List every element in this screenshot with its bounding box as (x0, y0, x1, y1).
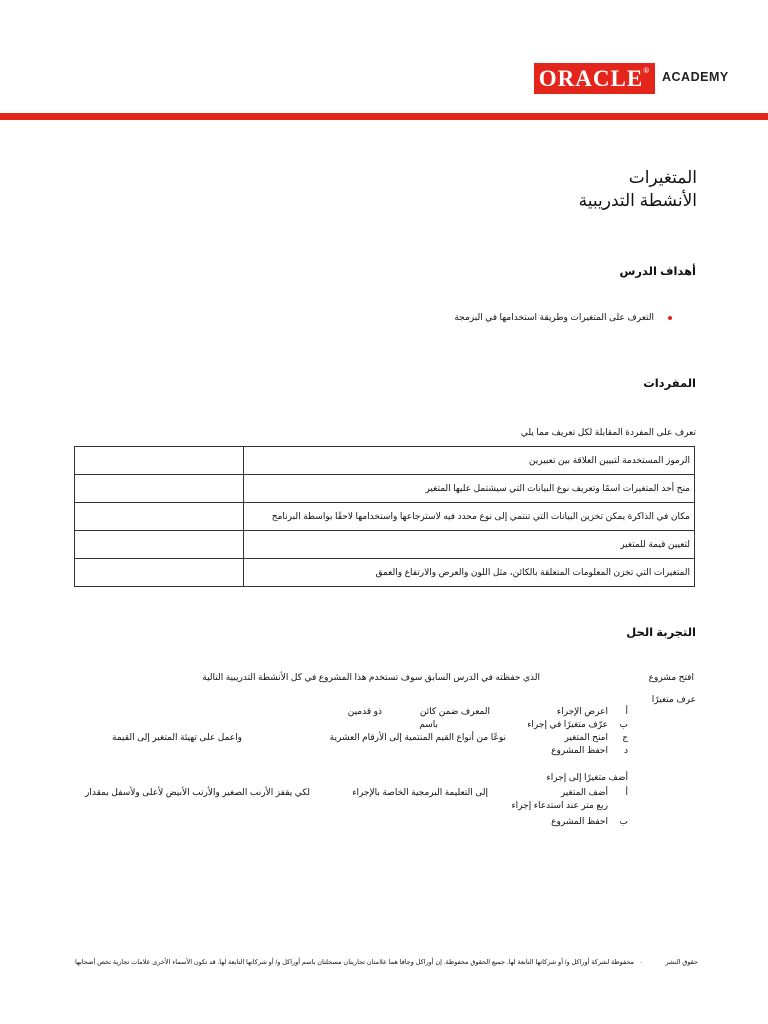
header-divider (0, 113, 768, 120)
step-detail: المعرف ضمن كائن (419, 706, 490, 716)
step-marker: ب (619, 719, 628, 729)
step-marker: ب (619, 816, 628, 826)
page-title: المتغيرات (628, 168, 697, 187)
step-detail: إلى التعليمة البرمجية الخاصة بالإجراء (352, 787, 488, 797)
step-detail-end: واعمل على تهيئة المتغير إلى القيمة (112, 732, 242, 742)
objective-item: التعرف على المتغيرات وطريقة استخدامها في البرمجة (454, 312, 654, 322)
page-subtitle: الأنشطة التدريبية (578, 191, 697, 210)
step-text: احفظ المشروع (551, 816, 608, 826)
step-marker: ج (622, 732, 628, 742)
step-detail: باسم (419, 719, 438, 729)
term-cell[interactable] (75, 559, 244, 587)
step-marker: أ (625, 706, 628, 716)
definition-cell: المتغيرات التي تخزن المعلومات المتعلقة بالكائن، مثل اللون والعرض والارتفاع والعمق (244, 559, 695, 587)
term-cell[interactable] (75, 503, 244, 531)
section1-title: عرف متغيرًا (651, 694, 696, 704)
practice-intro-open: افتح مشروع (648, 672, 694, 682)
step-marker: د (623, 745, 628, 755)
footer-text: محفوظة لشركة أوراكل و/ أو شركاتها التابعة لها. جميع الحقوق محفوظة. إن أوراكل وجافا هما علامتان تجاريتان مسجلتان باسم أوراكل و/ أو شركاتها التابعة لها. قد تكون الأسماء الأخرى علامات تجارية تخص أصحابها (75, 959, 634, 966)
table-row (75, 503, 695, 531)
step-continuation: ربع متر عند استدعاء إجراء (511, 800, 608, 810)
step-text: أضف المتغير (560, 787, 608, 797)
step-detail-end: ذو قدمين (347, 706, 382, 716)
vocabulary-table (74, 446, 695, 587)
definition-cell: منح أحد المتغيرات اسمًا وتعريف نوع البيانات التي سيشتمل عليها المتغير (244, 475, 695, 503)
bullet-icon (668, 316, 672, 320)
vocabulary-heading: المفردات (643, 378, 696, 390)
table-row (75, 559, 695, 587)
practice-heading: التجربة الحل (626, 627, 696, 639)
table-row (75, 475, 695, 503)
footer-separator: . (640, 958, 642, 965)
table-row (75, 447, 695, 475)
vocabulary-instruction: تعرف على المفردة المقابلة لكل تعريف مما يلي (520, 427, 696, 437)
term-cell[interactable] (75, 531, 244, 559)
term-cell[interactable] (75, 475, 244, 503)
table-row (75, 531, 695, 559)
definition-cell: مكان في الذاكرة يمكن تخزين البيانات التي تنتمي إلى نوع محدد فيه لاسترجاعها واستخدامها لاحقًا بواسطة البرنامج (244, 503, 695, 531)
step-text: امنح المتغير (564, 732, 608, 742)
registered-mark: ® (643, 66, 651, 75)
step-text: اعرض الإجراء (556, 706, 608, 716)
section2-title: أضف متغيرًا إلى إجراء (546, 772, 628, 782)
step-text: احفظ المشروع (551, 745, 608, 755)
step-text: عرّف متغيرًا في إجراء (527, 719, 608, 729)
step-marker: أ (625, 787, 628, 797)
term-cell[interactable] (75, 447, 244, 475)
step-detail-end: لكي يقفز الأرنب الصغير والأرنب الأبيض لأعلى ولأسفل بمقدار (85, 787, 310, 797)
oracle-logo (534, 63, 655, 94)
objectives-heading: أهداف الدرس (619, 266, 696, 278)
definition-cell: الرموز المستخدمة لتبيين العلاقة بين تعبيرين (244, 447, 695, 475)
step-detail: نوعًا من أنواع القيم المنتمية إلى الأرقام العشرية (329, 732, 506, 742)
footer-label: حقوق النشر (665, 959, 698, 966)
oracle-logo-text: ORACLE (538, 66, 644, 91)
practice-intro-text: الذي حفظته في الدرس السابق سوف تستخدم هذا المشروع في كل الأنشطة التدريبية التالية (202, 672, 540, 682)
definition-cell: لتعيين قيمة للمتغير (244, 531, 695, 559)
academy-label: ACADEMY (662, 70, 729, 84)
